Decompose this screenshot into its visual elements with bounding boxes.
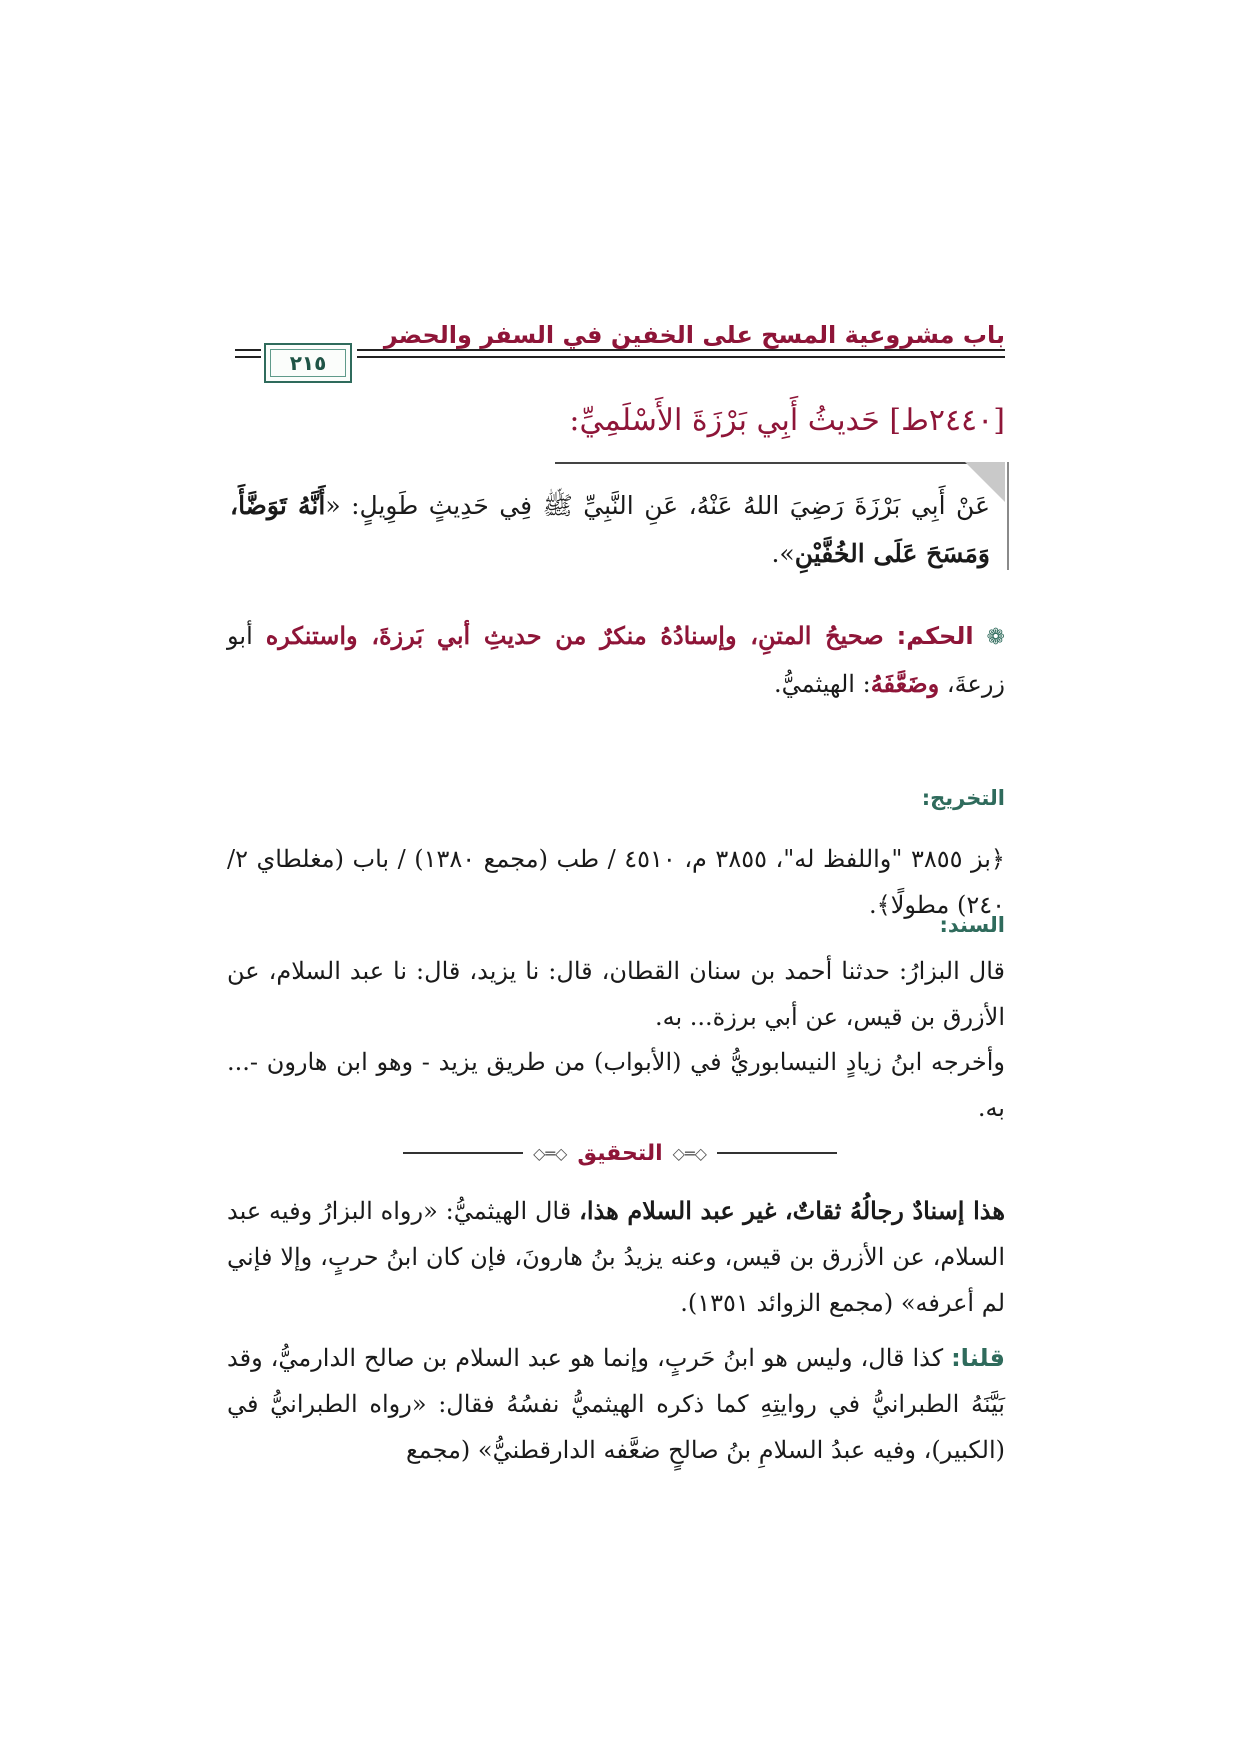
tahqiq-paragraph-1 <box>227 1188 1005 1326</box>
tahqiq-text: كذا قال، وليس هو ابنُ حَربٍ، وإنما هو عبد السلام بن صالح الدارميُّ، وقد بَيَّنَهُ الطبرانيُّ في روايتِهِ كما ذكره الهيثميُّ نفسُهُ فقال: «رواه الطبرانيُّ في (الكبير)، وفيه عبدُ السلامِ بنُ صالحٍ ضعَّفه الدارقطنيُّ» (مجمع <box>227 1344 1005 1464</box>
tahqiq-heading: التحقيق <box>577 1140 663 1166</box>
divider-ornament-icon: ◇═◇ <box>672 1143 707 1163</box>
title-rule <box>555 462 1005 464</box>
tahqiq-quote: قال الهيثميُّ: «رواه البزارُ وفيه عبد السلام، عن الأزرق بن قيس، وعنه يزيدُ بنُ هارونَ، فإن كان ابنُ حربٍ، وإلا فإني لم أعرفه» (مجمع الزوائد ١٣٥١). <box>227 1197 1005 1317</box>
takhrij-label: التخريج: <box>921 786 1005 810</box>
tahqiq-divider <box>0 1138 1240 1168</box>
hadith-matn <box>230 482 990 578</box>
header-rule-left <box>235 349 261 351</box>
sanad-paragraph-1: قال البزارُ: حدثنا أحمد بن سنان القطان، قال: نا يزيد، قال: نا عبد السلام، عن الأزرق بن قيس، عن أبي برزة... به. <box>227 957 1005 1031</box>
takhrij-sources: ﴿بز ٣٨٥٥ "واللفظ له"، ٣٨٥٥ م، ٤٥١٠ / طب (مجمع ١٣٨٠) / باب (مغلطاي ٢/ ٢٤٠) مطولًا﴾. <box>227 845 1005 919</box>
qulna-label: قلنا: <box>951 1344 1005 1372</box>
page-number-box <box>264 343 352 383</box>
matn-bold-text: أَنَّهُ تَوَضَّأَ، وَمَسَحَ عَلَى الخُفَّيْنِ <box>230 491 990 568</box>
divider-ornament-icon: ◇═◇ <box>533 1143 568 1163</box>
sanad-label: السند: <box>939 913 1005 937</box>
header-rule-right-lower <box>357 356 1005 358</box>
hukm-label: الحكم: <box>896 622 974 650</box>
divider-line-right <box>717 1152 837 1154</box>
header-rule-left-lower <box>235 356 261 358</box>
matn-end: ». <box>771 539 795 568</box>
hukm-verdict: صحيحُ المتنِ، وإسنادُهُ منكرٌ من حديثِ أبي بَرزةَ، واستنكره <box>265 621 884 650</box>
corner-side-line <box>1007 462 1009 570</box>
matn-text: عَنْ أَبِي بَرْزَةَ رَضِيَ اللهُ عَنْهُ، عَنِ النَّبِيِّ ﷺ فِي حَدِيثٍ طَوِيلٍ: « <box>325 491 990 520</box>
page-number: ٢١٥ <box>289 351 327 375</box>
flower-ornament-icon: ❁ <box>986 625 1005 650</box>
tahqiq-opening: هذا إسنادٌ رجالُهُ ثقاتٌ، غير عبد السلام هذا، <box>579 1196 1005 1225</box>
header-rule-right <box>357 349 1005 351</box>
hadith-title: [٢٤٤٠ط] حَديثُ أَبِي بَرْزَةَ الأَسْلَمِيِّ: <box>569 403 1005 438</box>
sanad-paragraph-2: وأخرجه ابنُ زيادٍ النيسابوريُّ في (الأبواب) من طريق يزيد - وهو ابن هارون -... به. <box>227 1048 1005 1122</box>
running-title: باب مشروعية المسح على الخفين في السفر والحضر <box>383 321 1005 349</box>
hukm-paragraph <box>227 613 1005 707</box>
hukm-text: أبو زرعةَ، <box>227 622 1005 698</box>
divider-line-left <box>403 1152 523 1154</box>
tahqiq-paragraph-2 <box>227 1335 1005 1473</box>
hukm-text-end: : الهيثميُّ. <box>773 670 871 698</box>
hukm-weakened-label: وضَعَّفَهُ <box>870 669 940 698</box>
